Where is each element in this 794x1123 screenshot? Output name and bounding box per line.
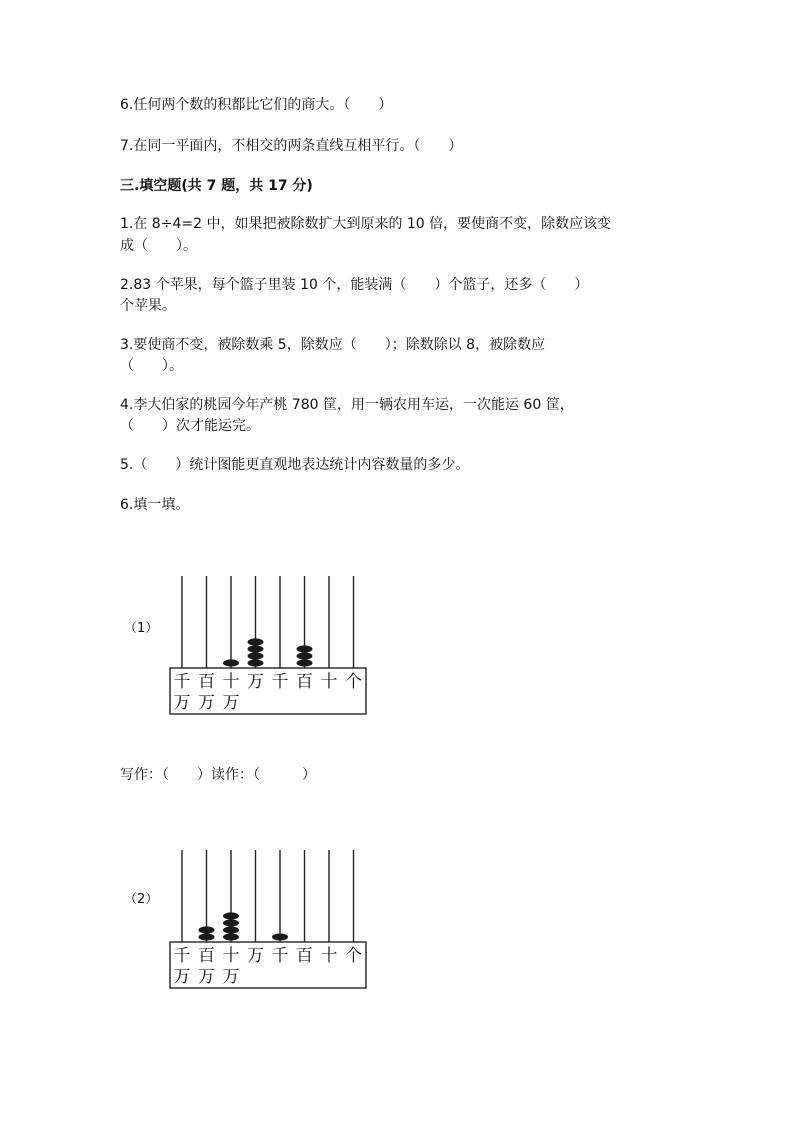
- abacus-2-place-label: 百: [296, 946, 313, 966]
- fill-item-3-line-1: 3.要使商不变，被除数乘 5，除数应（ ）；除数除以 8，被除数应: [120, 337, 546, 353]
- write-read-line: 写作：（ ）读作：（ ）: [120, 767, 316, 783]
- abacus-2-bead: [223, 919, 239, 926]
- abacus-1-bead: [248, 645, 264, 652]
- abacus-1-place-label: 千: [173, 672, 191, 692]
- abacus-2-label: （2）: [124, 892, 159, 907]
- fill-item-1-line-2: 成（ ）。: [120, 238, 197, 254]
- abacus-2-place-label: 个: [345, 946, 362, 966]
- abacus-2-bead: [272, 933, 288, 940]
- abacus-1-bead: [248, 652, 264, 659]
- abacus-2-bead: [223, 933, 239, 940]
- abacus-1-bead: [297, 652, 313, 659]
- abacus-2-place-label: 千: [173, 946, 191, 966]
- fill-item-5: 5.（ ）统计图能更直观地表达统计内容数量的多少。: [120, 457, 470, 473]
- judge-item-7: 7.在同一平面内，不相交的两条直线互相平行。（ ）: [120, 138, 463, 154]
- abacus-1-bead: [297, 659, 313, 666]
- abacus-2-place-label-sub: 万: [173, 967, 191, 987]
- abacus-2: [160, 846, 380, 996]
- abacus-1-bead: [248, 638, 264, 645]
- abacus-1-place-label: 万: [247, 672, 264, 692]
- abacus-2-bead: [223, 912, 239, 919]
- fill-item-4-line-2: （ ）次才能运完。: [120, 418, 260, 434]
- judge-item-6: 6.任何两个数的积都比它们的商大。（ ）: [120, 97, 393, 113]
- abacus-2-place-label: 万: [247, 946, 264, 966]
- abacus-1-place-label-sub: 万: [222, 693, 240, 713]
- fill-item-2-line-2: 个苹果。: [120, 298, 176, 314]
- fill-item-3-line-2: （ ）。: [120, 358, 183, 374]
- fill-item-1-line-1: 1.在 8÷4=2 中，如果把被除数扩大到原来的 10 倍，要使商不变，除数应该变: [120, 216, 612, 232]
- abacus-2-place-label-sub: 万: [198, 967, 215, 987]
- abacus-1: [160, 572, 380, 722]
- abacus-2-place-label-sub: 万: [222, 967, 240, 987]
- fill-item-4-line-1: 4.李大伯家的桃园今年产桃 780 筐，用一辆农用车运，一次能运 60 筐，: [120, 397, 574, 413]
- abacus-1-label: （1）: [124, 621, 159, 636]
- abacus-2-place-label: 百: [198, 946, 215, 966]
- abacus-2-place-label: 十: [222, 946, 240, 966]
- section-title: 三.填空题(共 7 题，共 17 分): [120, 178, 313, 194]
- abacus-2-bead: [223, 926, 239, 933]
- abacus-2-place-label: 千: [271, 946, 289, 966]
- abacus-1-bead: [248, 659, 264, 666]
- abacus-1-place-label: 十: [320, 672, 338, 692]
- fill-item-2-line-1: 2.83 个苹果，每个篮子里装 10 个，能装满（ ）个篮子，还多（ ）: [120, 277, 589, 293]
- abacus-1-place-label: 十: [222, 672, 240, 692]
- abacus-1-bead: [223, 659, 239, 666]
- abacus-1-place-label: 个: [345, 672, 362, 692]
- abacus-1-place-label-sub: 万: [173, 693, 191, 713]
- abacus-1-bead: [297, 645, 313, 652]
- fill-item-6: 6.填一填。: [120, 497, 190, 513]
- abacus-2-place-label: 十: [320, 946, 338, 966]
- abacus-1-place-label: 百: [198, 672, 215, 692]
- abacus-1-place-label: 百: [296, 672, 313, 692]
- abacus-1-place-label-sub: 万: [198, 693, 215, 713]
- abacus-2-bead: [199, 933, 215, 940]
- abacus-2-bead: [199, 926, 215, 933]
- abacus-1-place-label: 千: [271, 672, 289, 692]
